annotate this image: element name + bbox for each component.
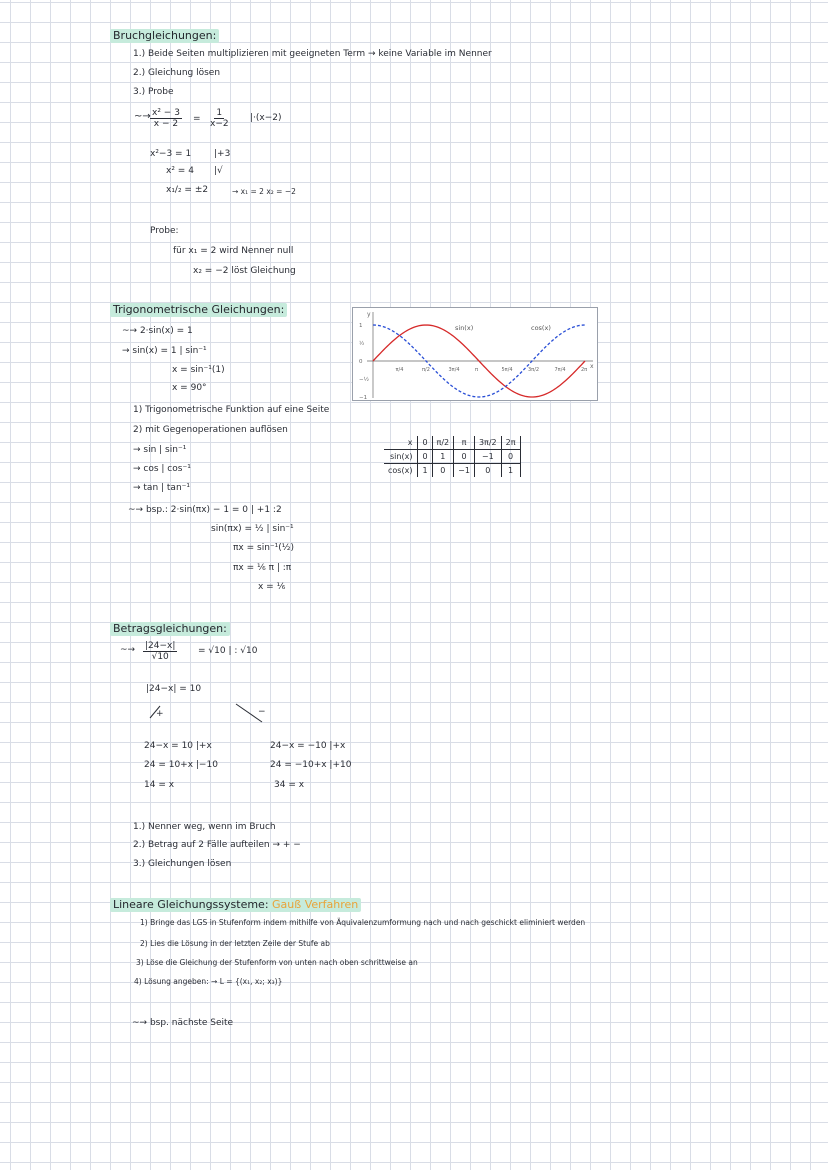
y-tick-label: −1 [359, 395, 368, 400]
x-tick-label: 7π/4 [554, 367, 566, 373]
bruch-eq-denominator-2: x−2 [210, 119, 229, 129]
sin-cos-value-table [384, 436, 521, 477]
y-tick-label: ½ [359, 341, 365, 347]
trig-op-tan: → tan | tan⁻¹ [133, 483, 191, 493]
trig-step-1: 1) Trigonometrische Funktion auf eine Seite [133, 405, 330, 415]
probe-line-1: für x₁ = 2 wird Nenner null [173, 246, 294, 256]
trig-line-2: → sin(x) = 1 | sin⁻¹ [122, 346, 207, 356]
x-tick-label: 2π [581, 367, 588, 373]
betrag-line-1: = √10 | : √10 [198, 646, 258, 656]
value-table-cell: 0 [418, 450, 432, 464]
graph-x-axis-label: x [590, 363, 594, 370]
sin-cos-graph [352, 307, 598, 401]
trig-example-5: x = ⅙ [258, 582, 286, 592]
x-tick-label: 3π/2 [528, 367, 540, 373]
trig-op-cos: → cos | cos⁻¹ [133, 464, 191, 474]
bruch-eq-numerator: x² − 3 [152, 108, 180, 118]
bruch-line-1: x²−3 = 1 [150, 149, 192, 159]
trig-example-4: πx = ⅙ π | :π [233, 563, 292, 573]
x-tick-label: 5π/4 [501, 367, 513, 373]
betrag-arrow: ~→ [120, 645, 136, 655]
bruch-line-3-result: → x₁ = 2 x₂ = −2 [232, 187, 296, 196]
bruch-step-2: 2.) Gleichung lösen [133, 68, 221, 78]
value-table-cell: 0 [432, 464, 454, 478]
betrag-step-3: 3.) Gleichungen lösen [133, 859, 232, 869]
betrag-fraction [143, 641, 177, 662]
x-tick-label: π [475, 367, 479, 373]
heading-betragsgleichungen: Betragsgleichungen: [110, 622, 230, 636]
bruch-line-2: x² = 4 [166, 166, 194, 176]
value-table-cell: 0 [501, 450, 520, 464]
graph-y-axis-label: y [367, 311, 371, 318]
trig-op-sin: → sin | sin⁻¹ [133, 445, 187, 455]
lgs-step-2: 2) Lies die Lösung in der letzten Zeile der Stufe ab [140, 939, 330, 948]
plus-case-label: + [156, 709, 164, 719]
value-table-cell: 3π/2 [474, 436, 501, 450]
betrag-case-a-line-2: 24 = 10+x |−10 [144, 760, 218, 770]
lgs-step-4: 4) Lösung angeben: → L = {(x₁, x₂; x₃)} [134, 977, 283, 986]
bruch-step-3: 3.) Probe [133, 87, 174, 97]
trig-step-2: 2) mit Gegenoperationen auflösen [133, 425, 288, 435]
bruch-line-3: x₁/₂ = ±2 [166, 185, 209, 195]
graph-x-ticks [396, 367, 588, 373]
betrag-step-2: 2.) Betrag auf 2 Fälle aufteilen → + − [133, 840, 301, 850]
bruch-eq-equals: = [193, 114, 201, 124]
heading-lineare-gleichungssysteme [110, 898, 361, 912]
value-table-row [384, 436, 520, 450]
bruch-line-1-op: |+3 [214, 149, 231, 159]
value-table-cell: 1 [418, 464, 432, 478]
lgs-step-1: 1) Bringe das LGS in Stufenform indem mithilfe von Äquivalenzumformung nach und nach geschickt eliminiert werden [140, 918, 586, 927]
probe-line-2: x₂ = −2 löst Gleichung [193, 266, 296, 276]
bruch-step-1: 1.) Beide Seiten multiplizieren mit geeigneten Term → keine Variable im Nenner [133, 49, 492, 59]
trig-example-1: ~→ bsp.: 2·sin(πx) − 1 = 0 | +1 :2 [128, 505, 282, 515]
value-table-cell: −1 [454, 464, 475, 478]
trig-line-3: x = sin⁻¹(1) [172, 365, 225, 375]
value-table-cell: cos(x) [384, 464, 418, 478]
case-split-arrows [146, 700, 286, 732]
value-table-cell: 0 [418, 436, 432, 450]
betrag-case-a-line-3: 14 = x [144, 780, 175, 790]
value-table-cell: x [407, 438, 413, 447]
betrag-case-b-line-3: 34 = x [274, 780, 305, 790]
value-table-row [384, 450, 520, 464]
bruch-eq-numerator-2: 1 [216, 108, 223, 118]
value-table-cell: sin(x) [384, 450, 418, 464]
x-tick-label: π/2 [422, 367, 430, 373]
value-table-cell: π/2 [432, 436, 454, 450]
minus-case-label: − [258, 707, 266, 717]
bruch-equation-right [208, 108, 231, 129]
betrag-step-1: 1.) Nenner weg, wenn im Bruch [133, 822, 276, 832]
bruch-equation-left [150, 108, 182, 129]
x-tick-label: 3π/4 [448, 367, 460, 373]
y-tick-label: −½ [359, 377, 369, 383]
value-table-row [384, 464, 520, 478]
heading-bruchgleichungen: Bruchgleichungen: [110, 29, 219, 43]
betrag-line-2: |24−x| = 10 [146, 684, 202, 694]
arrow-symbol: ~→ [134, 111, 151, 122]
value-table-cell: 1 [432, 450, 454, 464]
y-tick-label: 0 [359, 359, 363, 365]
value-table-cell: 0 [474, 464, 501, 478]
bruch-eq-denominator: x − 2 [153, 119, 179, 129]
sin-legend-label: sin(x) [455, 324, 474, 332]
trig-example-2: sin(πx) = ½ | sin⁻¹ [211, 524, 294, 534]
lgs-step-3: 3) Löse die Gleichung der Stufenform von unten nach oben schrittweise an [136, 958, 418, 967]
value-table-cell: π [454, 436, 475, 450]
probe-label: Probe: [150, 226, 179, 236]
x-tick-label: π/4 [395, 367, 404, 373]
bruch-eq-operation: |·(x−2) [250, 113, 282, 123]
betrag-fraction-denominator: √10 [151, 652, 169, 662]
value-table-cell: 0 [454, 450, 475, 464]
y-tick-label: 1 [359, 323, 363, 329]
trig-line-1: ~→ 2·sin(x) = 1 [122, 326, 193, 336]
lgs-heading-text: Lineare Gleichungssysteme: [113, 898, 269, 911]
value-table-cell: 1 [501, 464, 520, 478]
cos-legend-label: cos(x) [531, 324, 551, 332]
graph-y-ticks [359, 323, 369, 400]
betrag-case-b-line-2: 24 = −10+x |+10 [270, 760, 352, 770]
lgs-heading-accent: Gauß Verfahren [272, 898, 359, 911]
betrag-case-a-line-1: 24−x = 10 |+x [144, 741, 212, 751]
sin-cos-graph-svg [353, 308, 597, 400]
bruch-line-2-op: |√ [214, 166, 223, 176]
betrag-fraction-numerator: |24−x| [145, 641, 176, 651]
trig-example-3: πx = sin⁻¹(½) [233, 543, 295, 553]
value-table-cell: 2π [501, 436, 520, 450]
heading-trigonometrische-gleichungen: Trigonometrische Gleichungen: [110, 303, 287, 317]
betrag-case-b-line-1: 24−x = −10 |+x [270, 741, 346, 751]
value-table-cell: −1 [474, 450, 501, 464]
lgs-next-page-note: ~→ bsp. nächste Seite [132, 1018, 234, 1028]
trig-line-4: x = 90° [172, 383, 207, 393]
